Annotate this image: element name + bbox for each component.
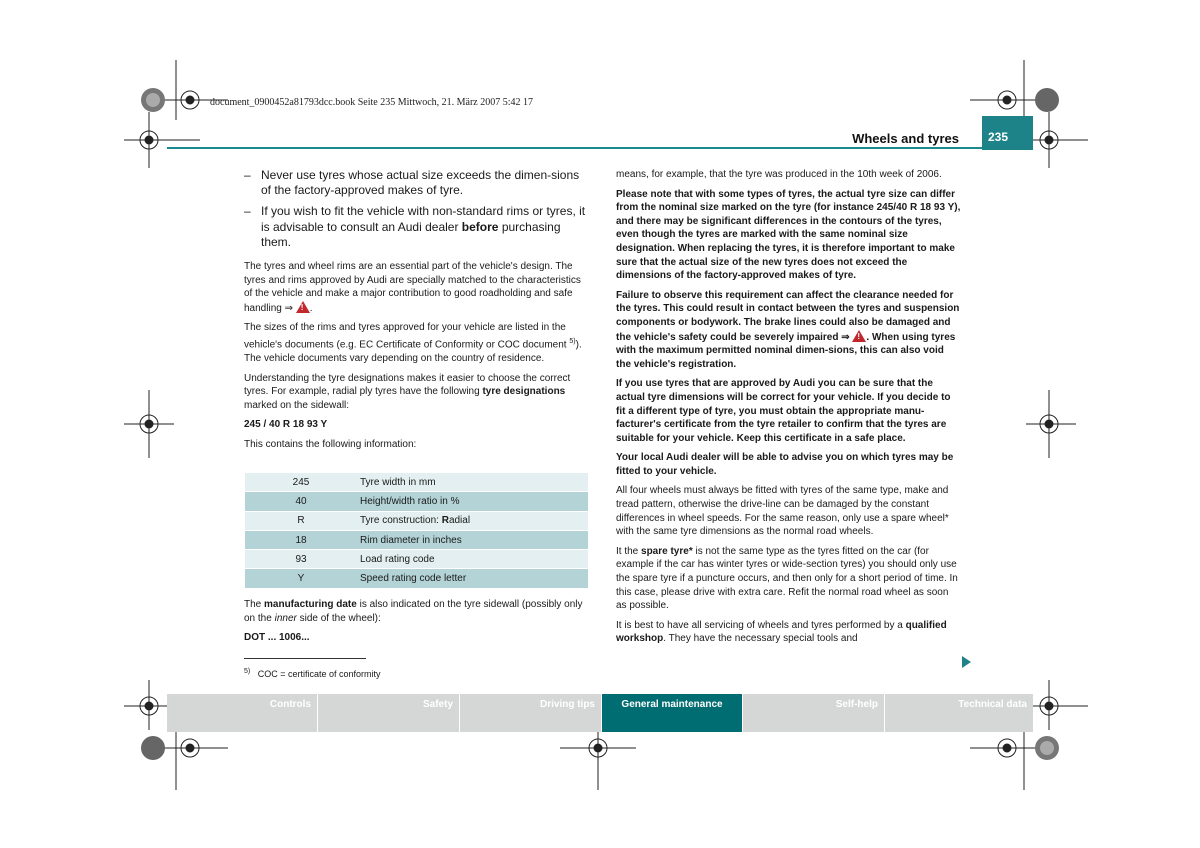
- print-info: document_0900452a81793dcc.book Seite 235 Mittwoch, 21. März 2007 5:42 17: [210, 97, 534, 108]
- tab-self-help[interactable]: Self-help: [743, 694, 884, 732]
- warning-paragraph: If you use tyres that are approved by Audi you can be sure that the actual tyre dimensions will be correct for your vehicle. If you decide to fit a different type of tyre, you must obtain the appropriate manu-facturer's certificate from the tyre retailer to confirm that the tyres are suitable for your vehicle. Keep this certificate in a safe place.: [616, 378, 951, 444]
- table-row: 40 Height/width ratio in %: [245, 492, 588, 511]
- table-row: 18 Rim diameter in inches: [245, 530, 588, 549]
- paragraph: It is best to have all servicing of wheels and tyres performed by a qualified workshop. They have the necessary special tools and: [616, 619, 947, 645]
- paragraph: The tyres and wheel rims are an essential part of the vehicle's design. The tyres and rims approved by Audi are specially matched to the characteristics of the vehicle and make a major contribution to good roadholding and safe handling ⇒ !.: [244, 260, 589, 315]
- chapter-nav: [167, 694, 1033, 732]
- dot-code: DOT ... 1006...: [244, 632, 310, 644]
- bullet-item: – Never use tyres whose actual size exceeds the dimen-sions of the factory-approved makes of tyre.: [244, 168, 589, 198]
- warning-icon[interactable]: [296, 301, 310, 313]
- table-row: R Tyre construction: Radial: [245, 511, 588, 530]
- tab-safety[interactable]: Safety: [318, 694, 459, 732]
- left-column: [244, 168, 589, 457]
- next-page-arrow-icon[interactable]: [962, 656, 971, 668]
- footnote: $^{5)}$ COC = certificate of conformity: [244, 668, 381, 679]
- paragraph: The sizes of the rims and tyres approved for your vehicle are listed in the vehicle's documents (e.g. EC Certificate of Conformity or COC document $^{5)}$). The vehicle documents vary depending on the country of residence.: [244, 322, 582, 364]
- tyre-code-table: [245, 473, 588, 589]
- paragraph: This contains the following information:: [244, 438, 417, 450]
- bullet-bold: before: [461, 219, 499, 234]
- warning-icon[interactable]: [852, 330, 866, 342]
- tab-technical-data[interactable]: Technical data: [885, 694, 1033, 732]
- header-rule: [167, 147, 982, 149]
- table-row: 93 Load rating code: [245, 550, 588, 569]
- footnote-rule: [244, 658, 366, 659]
- bullet-text: If you wish to fit the vehicle with non-standard rims or tyres, it is advisable to consult an Audi dealer: [261, 204, 586, 234]
- tyre-designation: 245 / 40 R 18 93 Y: [244, 419, 328, 431]
- warning-paragraph: Your local Audi dealer will be able to advise you on which tyres may be fitted to your vehicle.: [616, 452, 954, 477]
- section-title: Wheels and tyres: [852, 131, 959, 146]
- paragraph: means, for example, that the tyre was produced in the 10th week of 2006.: [616, 169, 942, 180]
- bullet-text: purchasing them.: [261, 219, 561, 249]
- bullet-item: – If you wish to fit the vehicle with non-standard rims or tyres, it is advisable to consult an Audi dealer before purchasing them.: [244, 204, 586, 249]
- paragraph: The manufacturing date is also indicated on the tyre sidewall (possibly only on the inner side of the wheel):: [244, 599, 583, 624]
- tab-controls[interactable]: Controls: [167, 694, 317, 732]
- tab-general-maintenance[interactable]: General maintenance: [602, 694, 742, 732]
- right-column: [616, 168, 961, 652]
- warning-paragraph: Please note that with some types of tyres, the actual tyre size can differ from the nominal size marked on the tyre (for instance 245/40 R 18 93 Y), and there may be significant differences in the contours of the tyres, even though the tyres are marked with the same nominal size designation. When replacing the tyres, it is therefore important to make sure that the actual size of the new tyres does not exceed the dimensions of the factory-approved makes of tyre.: [616, 188, 961, 282]
- paragraph: It the spare tyre* is not the same type as the tyres fitted on the car (for example if the car has winter tyres or wide-section tyres) you should only use the spare tyre if a puncture occurs, and then only for a short period of time. In this case, please drive with extra care. Refit the normal road wheel as soon as possible.: [616, 545, 958, 612]
- footnote-ref: 5): [569, 337, 576, 345]
- bullet-text: Never use tyres whose actual size exceeds the dimen-sions of the factory-approved makes of tyre.: [261, 168, 580, 198]
- paragraph: All four wheels must always be fitted with tyres of the same type, make and tread pattern, otherwise the drive-line can be damaged by the constant differences in wheel speeds. For the same reason, only use a spare wheel* with the same tyre dimensions as the normal road wheels.: [616, 485, 949, 538]
- page-number: 235: [982, 116, 1033, 150]
- table-row: Y Speed rating code letter: [245, 569, 588, 588]
- tab-driving-tips[interactable]: Driving tips: [460, 694, 601, 732]
- table-row: 245 Tyre width in mm: [245, 473, 588, 492]
- warning-paragraph: Failure to observe this requirement can affect the clearance needed for the tyres. This could result in contact between the tyres and suspension components or bodywork. The brake lines could also be damaged and the vehicle's safety could be severely impaired ⇒ !. When using tyres with the maximum permitted nominal dimen-sions, this can also void the vehicle's registration.: [616, 289, 961, 372]
- paragraph: Understanding the tyre designations makes it easier to choose the correct tyres. For example, radial ply tyres have the following tyre designations marked on the sidewall:: [244, 372, 571, 411]
- left-column-lower: [244, 598, 589, 651]
